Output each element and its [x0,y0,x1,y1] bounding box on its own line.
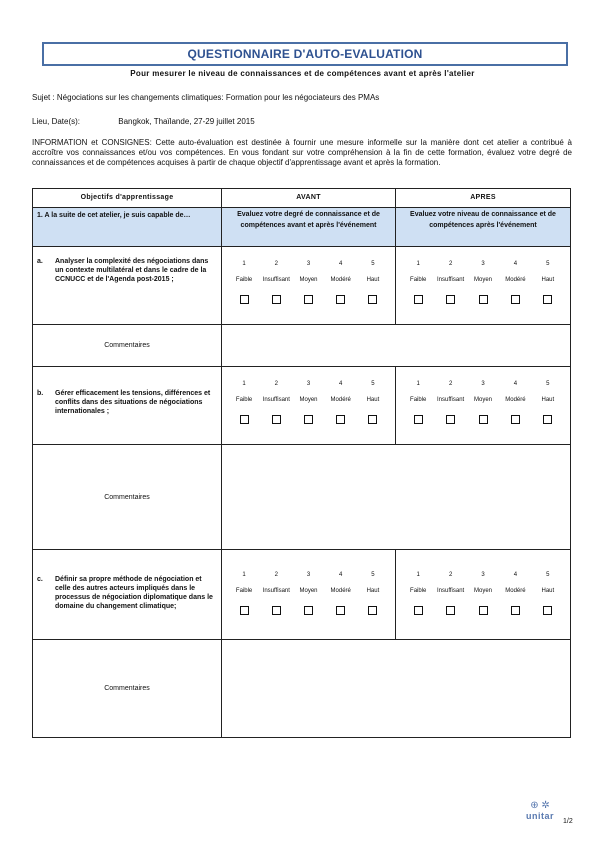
scale-number: 5 [546,572,550,578]
scale-number: 4 [339,572,343,578]
lieu-line [32,117,255,126]
scale-option [467,381,499,426]
rating-checkbox[interactable] [414,606,423,615]
scale-option [402,381,434,426]
scale-label: Faible [235,588,253,594]
scale-number: 4 [339,381,343,387]
scale-option [260,381,292,426]
objective-text: Gérer efficacement les tensions, différences et conflits dans des situations de négociations internationales ; [55,390,211,415]
rating-checkbox[interactable] [304,606,313,615]
scale-label: Moyen [474,397,493,403]
scale-option [434,381,466,426]
scale-label: Moyen [299,397,318,403]
scale-label: Insuffisant [436,277,465,283]
scale-number: 5 [371,572,375,578]
objective-letter: b. [37,390,44,397]
scale-number: 4 [513,572,518,578]
rating-checkbox[interactable] [368,415,377,424]
rating-checkbox[interactable] [336,295,345,304]
rating-checkbox[interactable] [543,606,552,615]
rating-checkbox[interactable] [543,415,552,424]
rating-checkbox[interactable] [240,415,249,424]
objective-row-c [33,550,571,640]
comment-label: Commentaires [33,640,222,738]
scale-label: Haut [366,397,380,403]
scale-label: Modéré [505,588,526,594]
un-emblem-icon: ⊕ ✲ [530,800,550,811]
objective-row-b [33,367,571,445]
scale-option [357,381,389,426]
rating-checkbox[interactable] [446,415,455,424]
rating-apres-a [396,247,571,325]
comment-field-a[interactable] [222,325,571,367]
scale-label: Haut [541,277,555,283]
scale-option [292,261,324,306]
rating-checkbox[interactable] [336,415,345,424]
scale-label: Moyen [474,588,493,594]
scale-option [499,381,531,426]
rating-avant-a [222,247,396,325]
rating-checkbox[interactable] [368,295,377,304]
scale-label: Haut [366,277,380,283]
rating-scale [222,550,395,617]
rating-checkbox[interactable] [414,295,423,304]
rating-checkbox[interactable] [479,415,488,424]
scale-number: 2 [274,261,278,267]
scale-number: 1 [416,381,420,387]
scale-option [532,572,564,617]
scale-number: 3 [306,261,311,267]
rating-checkbox[interactable] [272,606,281,615]
scale-number: 5 [371,261,375,267]
page-number: 1/2 [563,818,573,825]
sujet-line: Sujet : Négociations sur les changements climatiques: Formation pour les négociateurs des PMAs [32,93,380,102]
objective-text: Définir sa propre méthode de négociation et celle des autres acteurs impliqués dans le processus de négociation diplomatique dans le domaine du changement climatique; [55,576,213,610]
rating-checkbox[interactable] [511,606,520,615]
header-avant: AVANT [222,189,396,208]
scale-number: 4 [513,261,518,267]
scale-number: 2 [274,572,278,578]
rating-checkbox[interactable] [272,415,281,424]
scale-option [532,261,564,306]
scale-option [260,261,292,306]
rating-checkbox[interactable] [479,295,488,304]
lieu-label: Lieu, Date(s): [32,117,81,126]
scale-number: 4 [339,261,343,267]
rating-apres-c [396,550,571,640]
scale-number: 3 [481,572,485,578]
scale-label: Insuffisant [436,397,465,403]
comment-label: Commentaires [33,445,222,550]
rating-checkbox[interactable] [240,295,249,304]
evaluation-table [32,188,571,738]
scale-option [467,261,499,306]
scale-number: 2 [448,572,453,578]
scale-number: 2 [274,381,278,387]
rating-checkbox[interactable] [272,295,281,304]
scale-number: 1 [242,381,246,387]
rating-scale [396,247,570,306]
scale-number: 2 [448,261,453,267]
rating-checkbox[interactable] [336,606,345,615]
objective-row-a [33,247,571,325]
subheader-avant: Evaluez votre degré de connaissance et de compétences avant et après l'événement [222,208,396,247]
scale-label: Insuffisant [436,588,465,594]
rating-avant-b [222,367,396,445]
scale-option [434,572,466,617]
scale-label: Insuffisant [262,277,290,283]
rating-avant-c [222,550,396,640]
scale-label: Insuffisant [262,588,290,594]
logo-text: unitar [525,811,554,821]
scale-option [292,572,324,617]
scale-label: Modéré [330,277,351,283]
scale-number: 5 [371,381,375,387]
rating-scale [222,247,395,306]
scale-number: 3 [481,261,485,267]
scale-label: Faible [235,277,253,283]
scale-label: Insuffisant [262,397,290,403]
scale-option [260,572,292,617]
scale-number: 4 [513,381,518,387]
info-paragraph: INFORMATION et CONSIGNES: Cette auto-évaluation est destinée à fournir une mesure informelle sur la manière dont cet atelier a contribué à accroître vos connaissances et/ou vos compétences. En vous fondant sur votre compréhension à la fin de cette formation, évaluez votre degré de connaissances et de compétences acquises à partir de chaque objectif d'apprentissage avant et après la formation. [32,138,572,167]
comment-row-a [33,325,571,367]
rating-checkbox[interactable] [368,606,377,615]
subtitle: Pour mesurer le niveau de connaissances et de compétences avant et après l'atelier [130,69,475,78]
comment-row-b [33,445,571,550]
comment-row-c [33,640,571,738]
objective-letter: c. [37,576,43,583]
rating-apres-b [396,367,571,445]
scale-number: 3 [306,572,311,578]
scale-label: Moyen [299,588,318,594]
scale-option [357,572,389,617]
scale-option [228,381,260,426]
rating-scale [222,367,395,426]
scale-label: Moyen [474,277,493,283]
scale-label: Modéré [505,397,526,403]
unitar-logo [520,800,560,830]
scale-option [325,381,357,426]
lieu-value: Bangkok, Thaïlande, 27-29 juillet 2015 [118,117,255,126]
rating-checkbox[interactable] [511,295,520,304]
scale-label: Haut [541,397,555,403]
rating-scale [396,550,570,617]
scale-option [357,261,389,306]
scale-option [467,572,499,617]
scale-label: Modéré [505,277,526,283]
scale-option [532,381,564,426]
scale-label: Faible [235,397,253,403]
scale-number: 3 [481,381,485,387]
objective-text: Analyser la complexité des négociations dans un contexte multilatéral et dans le cadre de la CCNUCC et de l'Agenda post-2015 ; [55,258,209,283]
rating-checkbox[interactable] [240,606,249,615]
rating-checkbox[interactable] [304,415,313,424]
scale-option [499,261,531,306]
scale-option [402,572,434,617]
scale-option [434,261,466,306]
scale-number: 5 [546,261,550,267]
subheader-apres: Evaluez votre niveau de connaissance et de compétences après l'événement [396,208,571,247]
scale-number: 1 [416,261,420,267]
scale-number: 1 [242,261,246,267]
comment-field-b[interactable] [222,445,571,550]
rating-checkbox[interactable] [543,295,552,304]
rating-checkbox[interactable] [446,606,455,615]
scale-option [499,572,531,617]
subheader-objectifs: 1. A la suite de cet atelier, je suis capable de… [33,208,222,247]
rating-checkbox[interactable] [511,415,520,424]
rating-checkbox[interactable] [414,415,423,424]
scale-number: 5 [546,381,550,387]
comment-label: Commentaires [33,325,222,367]
scale-label: Haut [366,588,380,594]
comment-field-c[interactable] [222,640,571,738]
scale-label: Moyen [299,277,318,283]
scale-label: Haut [541,588,555,594]
scale-number: 1 [416,572,420,578]
header-objectifs: Objectifs d'apprentissage [33,189,222,208]
scale-option [292,381,324,426]
objective-letter: a. [37,258,43,265]
rating-checkbox[interactable] [446,295,455,304]
rating-checkbox[interactable] [479,606,488,615]
scale-label: Faible [410,588,427,594]
scale-number: 3 [306,381,311,387]
scale-option [325,261,357,306]
scale-label: Faible [410,277,427,283]
scale-option [402,261,434,306]
scale-option [325,572,357,617]
scale-label: Modéré [330,397,351,403]
scale-number: 1 [242,572,246,578]
rating-scale [396,367,570,426]
scale-number: 2 [448,381,453,387]
rating-checkbox[interactable] [304,295,313,304]
scale-label: Modéré [330,588,351,594]
page-title: QUESTIONNAIRE D'AUTO-EVALUATION [42,42,568,66]
scale-option [228,572,260,617]
scale-option [228,261,260,306]
header-apres: APRES [396,189,571,208]
scale-label: Faible [410,397,427,403]
